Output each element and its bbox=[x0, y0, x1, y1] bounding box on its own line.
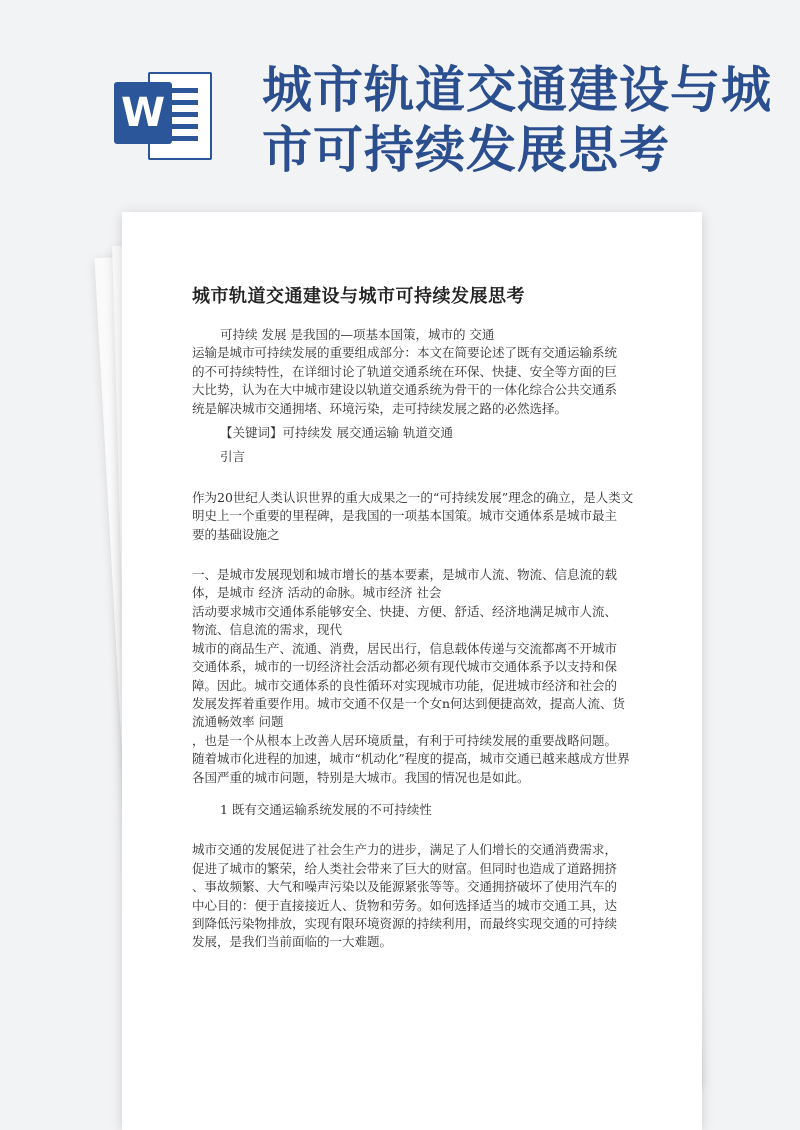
section1-line: 发展发挥着重要作用。城市交通不仅是一个女n何达到便捷高效，提高人流、货 bbox=[192, 695, 626, 711]
section1-line: 体，是城市 经济 活动的命脉。城市经济 社会 bbox=[192, 585, 442, 601]
section1-line: 随着城市化进程的加速，城市“机动化”程度的提高，城市交通已越来越成方世界 bbox=[192, 751, 630, 767]
banner-title-line-2: 市可持续发展思考 bbox=[262, 120, 670, 179]
abstract-line: 统是解决城市交通拥堵、环境污染，走可持续发展之路的必然选择。 bbox=[192, 400, 568, 416]
section2-line: 到降低污染物排放，实现有限环境资源的持续利用，而最终实现交通的可持续 bbox=[192, 915, 618, 931]
intro-line: 要的基础设施之 bbox=[192, 526, 280, 542]
document-title: 城市轨道交通建设与城市可持续发展思考 bbox=[192, 286, 525, 307]
section2-line: 促进了城市的繁荣，给人类社会带来了巨大的财富。但同时也造成了道路拥挤 bbox=[192, 860, 618, 876]
section1-line: 流通畅效率 问题 bbox=[192, 714, 284, 730]
section1-line: 城市的商品生产、流通、消费，居民出行，信息载体传递与交流都离不开城市 bbox=[192, 640, 618, 656]
section2-line: 中心目的：便于直接接近人、货物和劳务。如何选择适当的城市交通工具，达 bbox=[192, 897, 618, 913]
abstract-line: 的不可持续特性，在详细讨论了轨道交通系统在环保、快捷、安全等方面的巨 bbox=[192, 363, 618, 379]
intro-line: 明史上一个重要的里程碑，是我国的一项基本国策。城市交通体系是城市最主 bbox=[192, 508, 618, 524]
document-body bbox=[192, 326, 648, 952]
section2-heading: 1 既有交通运输系统发展的不可持续性 bbox=[220, 801, 432, 817]
section1-line: 各国严重的城市问题，特别是大城市。我国的情况也是如此。 bbox=[192, 769, 530, 785]
banner-title-line-1: 城市轨道交通建设与城 bbox=[262, 60, 772, 119]
section1-line: 障。因此。城市交通体系的良性循环对实现城市功能，促进城市经济和社会的 bbox=[192, 677, 618, 693]
banner-title bbox=[262, 60, 772, 180]
intro-heading: 引言 bbox=[220, 449, 246, 465]
document-page bbox=[122, 212, 702, 1130]
section1-line: 一、是城市发展现划和城市增长的基本要素，是城市人流、物流、信息流的载 bbox=[192, 567, 618, 583]
abstract-first-line: 可持续 发展 是我国的—项基本国策，城市的 交通 bbox=[220, 327, 495, 342]
section1-line: 物流、信息流的需求，现代 bbox=[192, 622, 343, 638]
banner-header bbox=[0, 0, 800, 200]
section2-line: 城市交通的发展促进了社会生产力的进步，满足了人们增长的交通消费需求， bbox=[192, 842, 618, 858]
section2-line: 发展，是我们当前面临的一大难题。 bbox=[192, 934, 393, 950]
word-badge: W bbox=[114, 82, 172, 144]
section1-line: ，也是一个从根本上改善人居环境质量，有利于可持续发展的重要战略问题。 bbox=[192, 732, 618, 748]
abstract-line: 大比势，认为在大中城市建设以轨道交通系统为骨干的一体化综合公共交通系 bbox=[192, 382, 618, 398]
keywords: 【关键词】可持续发 展交通运输 轨道交通 bbox=[220, 425, 453, 441]
section1-line: 交通体系，城市的一切经济社会活动都必须有现代城市交通体系予以支持和保 bbox=[192, 659, 618, 675]
word-document-icon bbox=[108, 62, 212, 166]
intro-line: 作为20世纪人类认识世界的重大成果之一的“可持续发展”理念的确立，是人类文 bbox=[192, 489, 634, 505]
abstract-line: 运输是城市可持续发展的重要组成部分：本文在简要论述了既有交通运输系统 bbox=[192, 345, 618, 361]
section2-line: 、事故频繁、大气和噪声污染以及能源紧张等等。交通拥挤破坏了使用汽车的 bbox=[192, 879, 618, 895]
section1-line: 活动要求城市交通体系能够安全、快捷、方便、舒适、经济地满足城市人流、 bbox=[192, 603, 618, 619]
